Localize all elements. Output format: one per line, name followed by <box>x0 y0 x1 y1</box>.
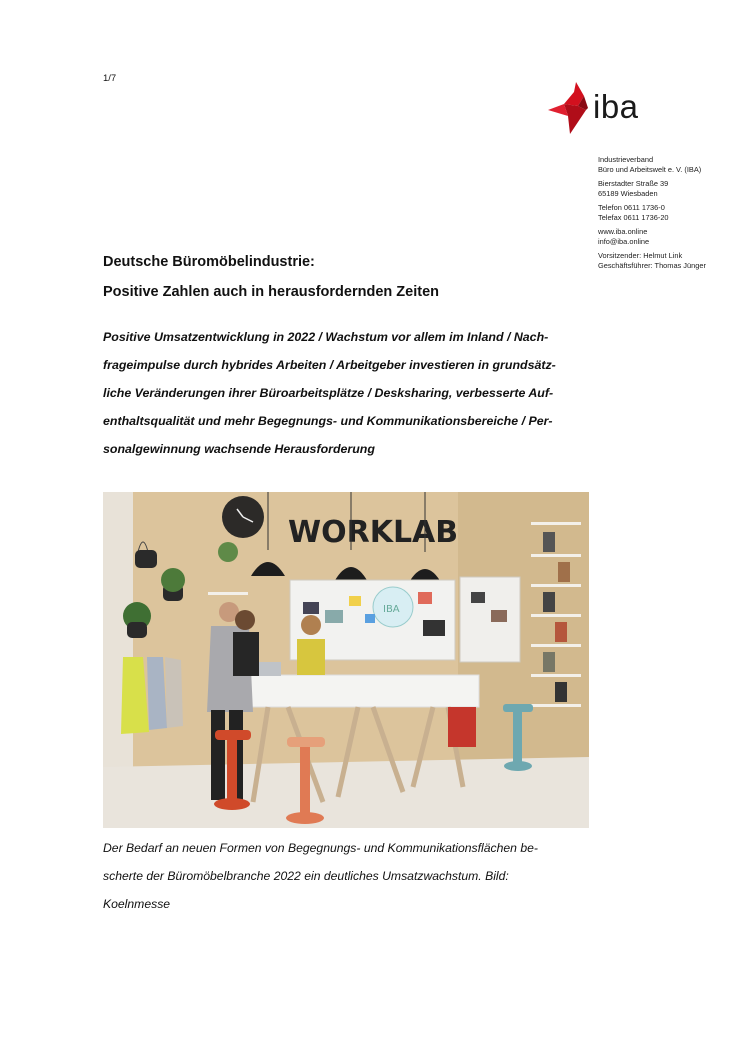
logo-wordmark: iba <box>593 88 639 125</box>
org-fax: Telefax 0611 1736-20 <box>598 213 669 222</box>
caption-line: scherte der Büromöbelbranche 2022 ein deutliches Umsatzwachstum. Bild: <box>103 869 509 883</box>
headline <box>103 247 439 307</box>
stool-red <box>215 730 251 740</box>
photo-caption <box>103 834 593 918</box>
person <box>301 615 321 635</box>
org-web-link[interactable]: www.iba.online <box>598 227 648 236</box>
org-street: Bierstadter Straße 39 <box>598 179 669 188</box>
person <box>235 610 255 630</box>
board-logo-text: IBA <box>383 604 400 615</box>
organization-info <box>598 155 738 271</box>
lead-line: frageimpulse durch hybrides Arbeiten / Arbeitgeber investieren in grundsätz- <box>103 358 556 372</box>
lead-line: liche Veränderungen ihrer Büroarbeitsplätze / Desksharing, verbesserte Auf- <box>103 386 554 400</box>
lead-paragraph <box>103 323 593 463</box>
logo-mark-lower <box>564 104 586 134</box>
stool-teal <box>503 704 533 712</box>
stool-salmon <box>287 737 325 747</box>
org-chair: Vorsitzender: Helmut Link <box>598 251 683 260</box>
whiteboard-right <box>460 577 520 662</box>
org-name-2: Büro und Arbeitswelt e. V. (IBA) <box>598 165 702 174</box>
lead-line: Positive Umsatzentwicklung in 2022 / Wachstum vor allem im Inland / Nach- <box>103 330 549 344</box>
hanging-planter <box>135 550 157 568</box>
caption-line: Koelnmesse <box>103 897 171 911</box>
org-city: 65189 Wiesbaden <box>598 189 658 198</box>
org-director: Geschäftsführer: Thomas Jünger <box>598 261 706 270</box>
lead-line: enthaltsqualität und mehr Begegnungs- und Kommunikationsbereiche / Per- <box>103 414 553 428</box>
worklab-sign: WORKLAB <box>288 515 459 550</box>
standing-table <box>241 675 479 707</box>
org-name-1: Industrieverband <box>598 155 654 164</box>
lead-line: sonalgewinnung wachsende Herausforderung <box>103 442 375 456</box>
page-number: 1/7 <box>103 73 117 84</box>
worklab-photo <box>103 492 589 828</box>
caption-line: Der Bedarf an neuen Formen von Begegnungs- und Kommunikationsflächen be- <box>103 841 538 855</box>
headline-line-1: Deutsche Büromöbelindustrie: <box>103 254 315 270</box>
org-phone: Telefon 0611 1736-0 <box>598 203 665 212</box>
org-email-link[interactable]: info@iba.online <box>598 237 650 246</box>
headline-line-2: Positive Zahlen auch in herausfordernden Zeiten <box>103 284 439 300</box>
